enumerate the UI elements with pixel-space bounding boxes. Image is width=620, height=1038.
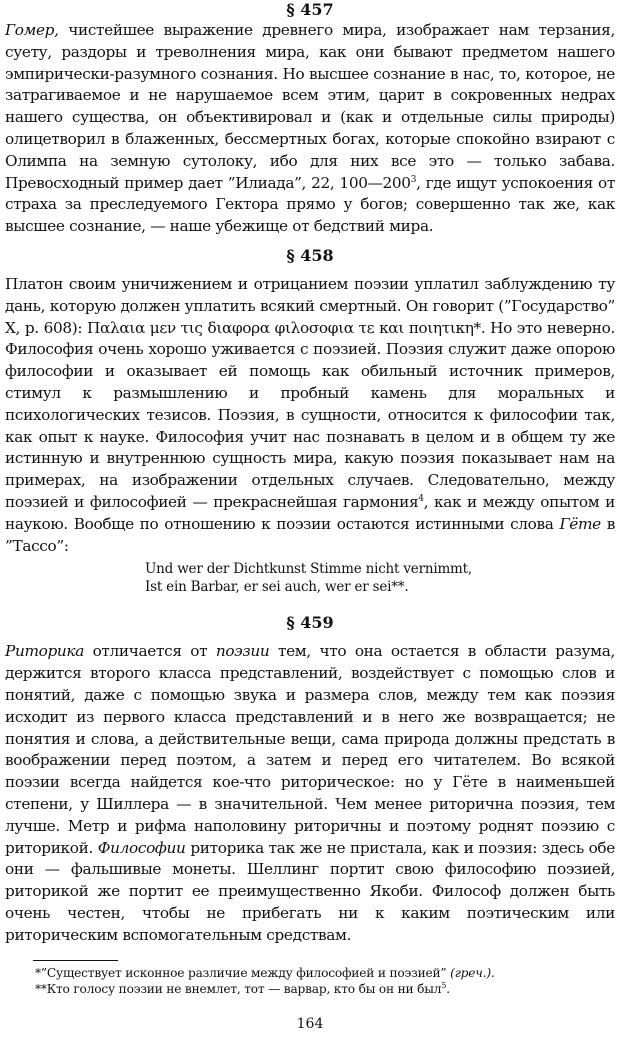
poem-quote [145,560,615,596]
section-heading: § 459 [286,613,334,633]
poem-line: Und wer der Dichtkunst Stimme nicht vernimmt, [145,561,472,578]
section-459 [5,613,615,946]
text-run: , как и между опытом и наукою. Вообще по отношению к поэзии остаются истинными слова [5,492,615,533]
emphasis-text: Гёте [559,514,601,533]
section-heading: § 458 [286,245,334,265]
section-paragraph [5,274,615,557]
footnote-marker: 3 [410,174,417,185]
emphasis-text: поэзии [215,642,270,661]
text-run: Платон своим уничижением и отрицанием поэзии уплатил заблуждению ту дань, которую должен уплатить всякий смертный. Он говорит (”Государство” X, p. 608): Παλαια μεν τις διαφορα φιλοσοφια τε και ποιητικη*. Но это неверно. Философия очень хорошо уживается с поэзией. Поэзия служит даже опорою философии и оказывает ей помощь как обильный источник примеров, стимул к размышлению и пробный камень для моральных и психологических тезисов. Поэзия, в сущности, относится к философии так, как опыт к науке. Философия учит нас познавать в целом и в общем ту же истинную и внутреннюю сущность мира, какую поэзия показывает нам на примерах, на изображении отдельных случаев. Следовательно, между поэзией и философией — прекраснейшая гармония [5,274,615,511]
section-457 [5,0,615,238]
text-run: риторика так же не пристала, как и поэзия: здесь обе они — фальшивые монеты. Шеллинг портит свою философию поэзией, риторикой же портит ее преимущественно Якоби. Философ должен быть очень честен, чтобы не прибегать ни к каким поэтическим или риторическим вспомогательным средствам. [5,838,615,944]
poem-line: Ist ein Barbar, er sei auch, wer er sei**. [145,579,409,596]
text-run: . [446,982,450,997]
footnote [35,965,615,981]
footnote-marker: 5 [441,981,447,991]
text-run: тем, что она остается в области разума, держится второго класса представлений, воздействует с помощью слов и понятий, даже с помощью звука и размера слов, между тем как поэзия исходит из первого класса представлений и в него же возвращается; не понятия и слова, а действительные вещи, сама природа должны предстать в воображении перед поэтом, а затем и перед его читателем. Во всякой поэзии всегда найдется кое-что риторическое: но у Гёте в наименьшей степени, у Шиллера — в значительной. Чем менее риторична поэзия, тем лучше. Метр и рифма наполовину риторичны и поэтому роднят поэзию с риторикой. [5,642,615,857]
emphasis-text: Философии [97,838,186,857]
page-number: 164 [296,1016,324,1032]
section-paragraph [5,641,615,946]
text-run: в ”Тассо”: [5,514,615,555]
section-heading: § 457 [286,0,334,19]
section-458 [5,246,615,596]
text-run: **Кто голосу поэзии не внемлет, тот — варвар, кто бы он ни был [35,982,442,997]
emphasis-text: Гомер, [5,21,59,39]
text-run: чистейшее выражение древнего мира, изображает нам терзания, суету, раздоры и треволнения мира, как они бывают предметом нашего эмпирически-разумного сознания. Но высшее сознание в нас, то, которое, не затрагиваемое и не нарушаемое всем этим, царит в сокровенных недрах нашего существа, он объективировал и (как и отдельные силы природы) олицетворил в блаженных, бессмертных богах, которые спокойно взирают с Олимпа на земную сутолоку, ибо для них все это — только забава. Превосходный пример дает ”Илиада”, 22, 100—200 [5,21,615,192]
footnote-divider [33,960,118,961]
text-run: отличается от [83,642,216,661]
section-paragraph [5,20,615,238]
footnote-marker: 4 [418,493,424,504]
footnote [35,981,615,997]
emphasis-text: (греч.). [450,966,495,981]
text-run: , где ищут успокоения от страха за преследуемого Гектора прямо у богов; совершенно так же, как высшее сознание, — наше убежище от бедствий мира. [5,173,615,236]
emphasis-text: Риторика [5,642,84,661]
text-run: *”Существует исконное различие между философией и поэзией” [35,966,451,981]
